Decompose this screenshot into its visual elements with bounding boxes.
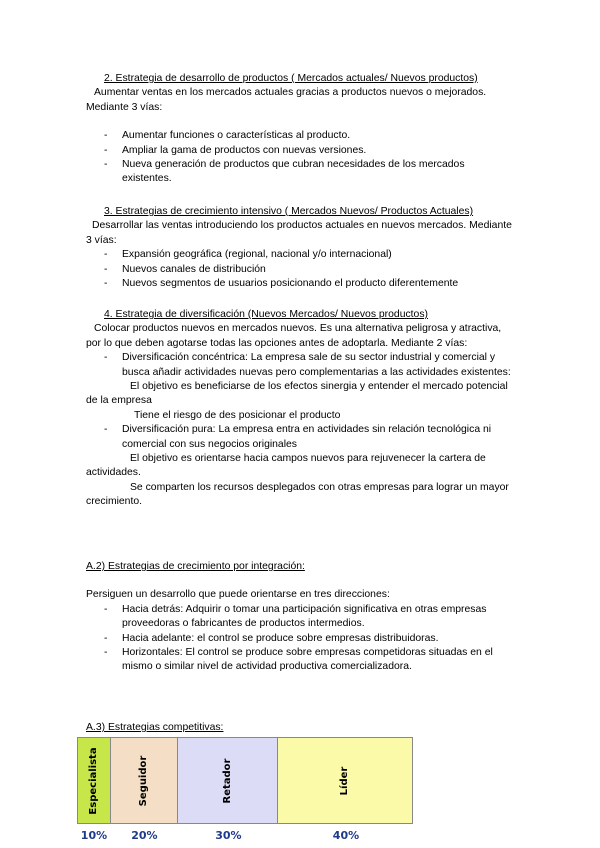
section-4-objective-2: El objetivo es orientarse hacia campos nuevos para rejuvenecer la cartera de actividades. bbox=[86, 453, 486, 479]
chart-segment-lder bbox=[278, 738, 412, 823]
chart-percentage-label: 30% bbox=[215, 829, 242, 842]
chart-segment-label: Seguidor bbox=[138, 755, 150, 806]
section-a2-heading: A.2) Estrategias de crecimiento por integración: bbox=[86, 561, 305, 572]
list-item: - Hacia adelante: el control se produce sobre empresas distribuidoras. bbox=[86, 632, 516, 646]
chart-segment-seguidor bbox=[111, 738, 178, 823]
section-4-shared-resources: Se comparten los recursos desplegados con otras empresas para lograr un mayor crecimiento. bbox=[86, 481, 509, 508]
chart-segment-especialista bbox=[78, 738, 111, 823]
section-4-list-b bbox=[86, 423, 516, 452]
section-a2 bbox=[86, 560, 516, 675]
chart-segment-retador bbox=[178, 738, 278, 823]
section-2-heading: 2. Estrategia de desarrollo de productos ( Mercados actuales/ Nuevos productos) bbox=[104, 73, 478, 84]
section-4-heading: 4. Estrategia de diversificación (Nuevos Mercados/ Nuevos productos) bbox=[104, 309, 428, 320]
section-a3-heading: A.3) Estrategias competitivas: bbox=[86, 722, 224, 733]
list-item: - Ampliar la gama de productos con nuevas versiones. bbox=[86, 144, 516, 158]
list-item: - Hacia detrás: Adquirir o tomar una participación significativa en otras empresas proveedoras o fabricantes de productos intermedios. bbox=[86, 603, 516, 632]
list-item: - Diversificación concéntrica: La empresa sale de su sector industrial y comercial y busca añadir actividades nuevas pero complementarias a las actividades existentes: bbox=[86, 351, 516, 380]
section-4-risk: Tiene el riesgo de des posicionar el producto bbox=[134, 409, 341, 421]
market-share-chart bbox=[77, 737, 413, 824]
section-2-list bbox=[86, 129, 516, 187]
list-item: - Horizontales: El control se produce sobre empresas competidoras situadas en el mismo o similar nivel de actividad productiva comercializadora. bbox=[86, 646, 516, 675]
section-4-list-a bbox=[86, 351, 516, 380]
chart-segment-label: Líder bbox=[339, 766, 350, 795]
section-4-objective-1: El objetivo es beneficiarse de los efectos sinergia y entender el mercado potencial de la empresa bbox=[86, 381, 508, 407]
list-item: - Nuevos segmentos de usuarios posicionando el producto diferentemente bbox=[86, 277, 516, 291]
list-item: - Expansión geográfica (regional, nacional y/o internacional) bbox=[86, 248, 516, 262]
section-3-list bbox=[86, 248, 516, 291]
section-2 bbox=[86, 72, 516, 187]
section-a2-list bbox=[86, 603, 516, 675]
list-item: - Diversificación pura: La empresa entra en actividades sin relación tecnológica ni comercial con sus negocios originales bbox=[86, 423, 516, 452]
list-item: - Aumentar funciones o características al producto. bbox=[86, 129, 516, 143]
chart-percentage-label: 10% bbox=[80, 829, 108, 842]
chart-percentage-label: 20% bbox=[131, 829, 158, 842]
chart-segment-label: Especialista bbox=[88, 746, 99, 815]
section-4-intro: Colocar productos nuevos en mercados nuevos. Es una alternativa peligrosa y atractiva, por lo que deben agotarse todas las opciones antes de adoptarla. Mediante 2 vías: bbox=[86, 323, 502, 349]
chart-percentage-label: 40% bbox=[332, 829, 360, 842]
section-a3 bbox=[86, 721, 516, 735]
list-item: - Nueva generación de productos que cubran necesidades de los mercados existentes. bbox=[86, 158, 516, 187]
chart-segment-label: Retador bbox=[221, 758, 233, 803]
section-a2-intro: Persiguen un desarrollo que puede orientarse en tres direcciones: bbox=[86, 589, 390, 601]
section-3-heading: 3. Estrategias de crecimiento intensivo ( Mercados Nuevos/ Productos Actuales) bbox=[104, 206, 474, 217]
section-3 bbox=[86, 205, 516, 291]
section-4 bbox=[86, 308, 516, 510]
section-3-intro: Desarrollar las ventas introduciendo los productos actuales en nuevos mercados. Mediante 3 vías: bbox=[86, 220, 512, 246]
list-item: - Nuevos canales de distribución bbox=[86, 263, 516, 277]
section-2-intro: Aumentar ventas en los mercados actuales gracias a productos nuevos o mejorados. Mediante 3 vías: bbox=[86, 87, 487, 113]
